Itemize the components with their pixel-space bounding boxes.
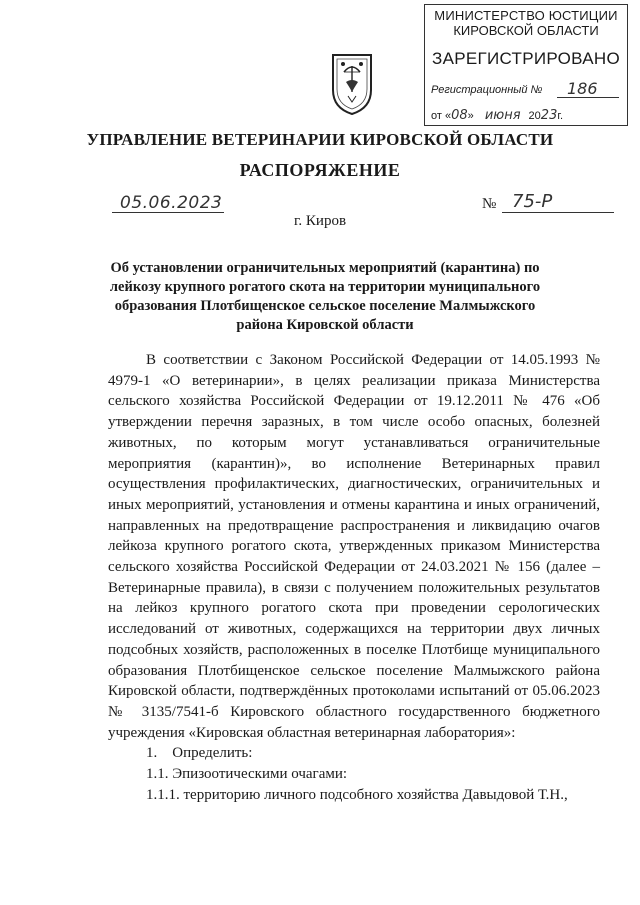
stamp-date-day: 08 <box>451 108 468 123</box>
document-subject: Об установлении ограничительных мероприятий (карантина) по лейкозу крупного рогатого скота на территории муниципального образования Плотбищенское сельское поселение Малмыжского района Кировской области <box>109 260 541 333</box>
stamp-date-year: 23 <box>540 108 558 123</box>
coat-of-arms-emblem <box>330 52 374 116</box>
stamp-reg-number-label: Регистрационный № <box>431 84 543 96</box>
stamp-reg-number: 186 <box>567 79 598 98</box>
document-body <box>108 350 600 805</box>
organization-title: УПРАВЛЕНИЕ ВЕТЕРИНАРИИ КИРОВСКОЙ ОБЛАСТИ <box>86 130 554 149</box>
list-item-1-1-1: 1.1.1. территорию личного подсобного хозяйства Давыдовой Т.Н., <box>146 786 568 803</box>
stamp-date-year-prefix: 20 <box>528 110 541 122</box>
registration-stamp <box>424 4 628 126</box>
list-item-1-1: 1.1. Эпизоотическими очагами: <box>146 766 348 783</box>
document-city: г. Киров <box>293 213 347 229</box>
stamp-registered: ЗАРЕГИСТРИРОВАНО <box>432 49 620 68</box>
stamp-ministry-line2: КИРОВСКОЙ ОБЛАСТИ <box>453 23 599 38</box>
document-number: 75-Р <box>512 191 553 212</box>
document-number-label: № <box>482 196 497 212</box>
stamp-ministry-line1: МИНИСТЕРСТВО ЮСТИЦИИ <box>434 8 618 23</box>
stamp-date-month: июня <box>484 108 521 123</box>
stamp-date-mid: » <box>467 110 474 122</box>
list-item-1: 1. Определить: <box>146 745 253 762</box>
document-type: РАСПОРЯЖЕНИЕ <box>239 160 401 180</box>
document-date: 05.06.2023 <box>120 193 223 213</box>
body-paragraph: В соответствии с Законом Российской Федерации от 14.05.1993 № 4979-1 «О ветеринарии», в целях реализации приказа Министерства сельского хозяйства Российской Федерации от 19.12.2011 № 476 «Об утверждении перечня заразных, в том числе особо опасных, болезней животных, по которым могут устанавливаться ограничительные мероприятия (карантин)», во исполнение Ветеринарных правил осуществления профилактических, диагностических, ограничительных и иных мероприятий, установления и отмены карантина и иных ограничений, направленных на предотвращение распространения и ликвидацию очагов лейкоза крупного рогатого скота, утвержденных приказом Министерства сельского хозяйства Российской Федерации от 24.03.2021 № 156 (далее – Ветеринарные правила), в связи с получением положительных результатов на лейкоз крупного рогатого скота при проведении серологических исследований от животных, содержащихся на территории двух личных подсобных хозяйств, расположенных в поселке Плотбище муниципального образования Плотбищенское сельское поселение Малмыжского района Кировской области, подтверждённых протоколами испытаний от 05.06.2023 № 3135/7541-б Кировского областного государственного бюджетного учреждения «Кировская областная ветеринарная лаборатория»: <box>108 352 600 741</box>
stamp-date-prefix: от « <box>431 110 452 122</box>
stamp-date-suffix: г. <box>557 110 564 122</box>
stamp-date <box>431 108 563 123</box>
